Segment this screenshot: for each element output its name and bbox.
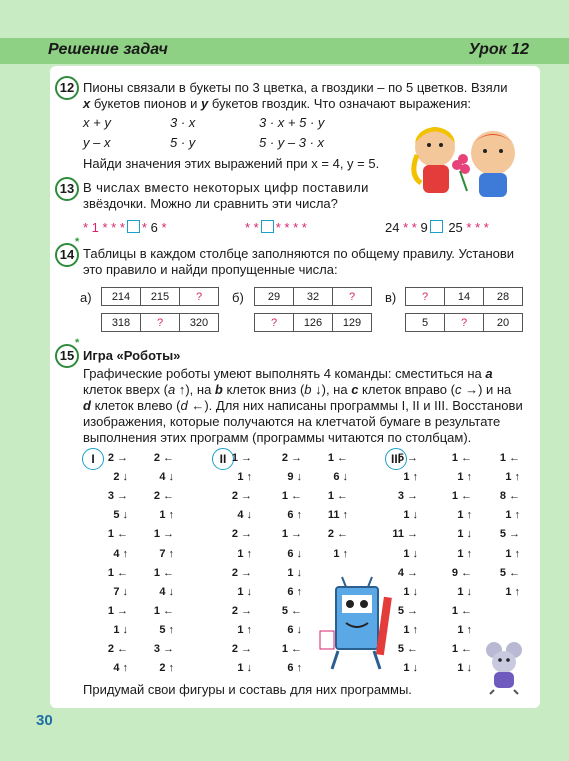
program-command: 1 ↑ — [237, 623, 252, 636]
task14-line2: это правило и найди пропущенные числа: — [83, 262, 338, 277]
table-v-top: ? 14 28 — [405, 287, 523, 306]
program-command: 1 ← — [327, 452, 348, 464]
task15-line2: клеток вверх (a ↑), на b клеток вниз (b ↓), на c клеток вправо (c →) и на — [83, 382, 512, 397]
expr-2-1: y – x — [83, 135, 111, 150]
program-command: 6 ↑ — [287, 585, 302, 598]
program-command: 1 ↓ — [457, 662, 472, 675]
program-command: 9 ← — [451, 566, 472, 579]
program-command: 1 ↑ — [505, 471, 520, 484]
program-command: 5 → — [397, 604, 418, 617]
program-command: 2 → — [107, 452, 128, 464]
program-command: 9 ↓ — [287, 471, 302, 484]
comparison-3: 24 * * 9 25 * * * — [385, 220, 489, 235]
program-command: 2 ← — [327, 528, 348, 541]
program-command: 1 ← — [107, 566, 128, 579]
task15-line1: Графические роботы умеют выполнять 4 команды: сместиться на a — [83, 366, 493, 381]
program-command: 4 ↑ — [113, 662, 128, 675]
program-command: 1 ← — [107, 528, 128, 541]
program-command: 7 ↓ — [113, 585, 128, 598]
program-command: 1 ↓ — [237, 662, 252, 675]
mouse-illustration — [480, 640, 528, 695]
compare-box[interactable] — [127, 220, 140, 233]
program-command: 1 ↑ — [403, 623, 418, 636]
program-command: 8 ← — [499, 490, 520, 503]
program-command: 2 ← — [153, 452, 174, 464]
program-command: 1 ← — [451, 452, 472, 464]
compare-box[interactable] — [261, 220, 274, 233]
compare-box[interactable] — [430, 220, 443, 233]
task13-line2: звёздочки. Можно ли сравнить эти числа? — [83, 196, 338, 211]
program-command: 1 ↓ — [403, 509, 418, 522]
program-command: 11 → — [392, 528, 418, 541]
table-b-top: 29 32 ? — [254, 287, 372, 306]
section-title: Решение задач — [48, 41, 168, 58]
table-a-bottom: 318 ? 320 — [101, 313, 219, 332]
program-command: 5 ↑ — [159, 623, 174, 636]
program-command: 5 ← — [397, 643, 418, 655]
expr-1-3: 3 · x + 5 · y — [259, 115, 325, 130]
program-command: 1 → — [107, 604, 128, 617]
expr-2-2: 5 · y — [170, 135, 196, 150]
program-command: 1 → — [153, 528, 174, 541]
program-command: 2 → — [231, 643, 252, 655]
program-command: 2 ↓ — [113, 471, 128, 484]
program-command: 2 → — [281, 452, 302, 464]
label-a: а) — [80, 290, 92, 305]
task12-line1: Пионы связали в букеты по 3 цветка, а гвоздики – по 5 цветков. Взяли — [83, 80, 508, 95]
expr-1-2: 3 · x — [170, 115, 196, 130]
difficulty-star: * — [75, 337, 80, 349]
program-command: 3 → — [153, 643, 174, 655]
program-command: 1 ↓ — [457, 528, 472, 541]
robot-illustration — [318, 575, 403, 675]
program-command: 1 ← — [451, 604, 472, 617]
task15-title: Игра «Роботы» — [83, 348, 181, 363]
program-command: 1 ↑ — [505, 585, 520, 598]
program-command: 2 ← — [153, 490, 174, 503]
program-command: 1 ← — [281, 643, 302, 655]
program-III-badge: III — [385, 448, 407, 470]
table-a-top: 214 215 ? — [101, 287, 219, 306]
program-command: 1 ← — [281, 490, 302, 503]
program-command: 1 ↓ — [403, 662, 418, 675]
task12-line2: x букетов пионов и y букетов гвоздик. Что означают выражения: — [83, 96, 471, 111]
program-command: 5 ← — [499, 566, 520, 579]
program-command: 4 → — [397, 566, 418, 579]
program-command: 4 ↓ — [159, 585, 174, 598]
program-command: 1 ↑ — [505, 547, 520, 560]
page-header — [0, 38, 569, 64]
program-command: 2 → — [231, 490, 252, 503]
task15-line4: изображения, которые получаются на клетчатой бумаге в результате — [83, 414, 501, 429]
program-command: 1 ↓ — [287, 566, 302, 579]
task15-line5: выполнения этих программ (программы читаются по столбцам). — [83, 430, 472, 445]
program-command: 2 → — [231, 566, 252, 579]
program-command: 7 ↑ — [159, 547, 174, 560]
program-command: 4 ↓ — [159, 471, 174, 484]
table-b-bottom: ? 126 129 — [254, 313, 372, 332]
difficulty-star: * — [75, 236, 80, 248]
task-number-12: 12 — [55, 76, 79, 100]
task-number-15: 15 — [55, 344, 79, 368]
expr-1-1: x + y — [83, 115, 111, 130]
program-command: 5 → — [397, 452, 418, 464]
program-command: 1 → — [281, 528, 302, 541]
program-command: 2 ← — [107, 643, 128, 655]
label-b: б) — [232, 290, 244, 305]
expr-2-3: 5 · y – 3 · x — [259, 135, 325, 150]
program-command: 1 ↓ — [457, 585, 472, 598]
program-command: 1 ← — [451, 643, 472, 655]
program-command: 2 ↑ — [159, 662, 174, 675]
program-command: 1 ← — [451, 490, 472, 503]
program-command: 5 ← — [281, 604, 302, 617]
program-command: 4 ↓ — [237, 509, 252, 522]
program-command: 5 → — [499, 528, 520, 541]
program-command: 6 ↑ — [287, 509, 302, 522]
program-command: 6 ↑ — [287, 662, 302, 675]
program-command: 1 ↑ — [237, 547, 252, 560]
program-command: 1 ← — [153, 566, 174, 579]
program-command: 1 ↑ — [457, 547, 472, 560]
program-command: 1 ↓ — [237, 585, 252, 598]
task-number-14: 14 — [55, 243, 79, 267]
program-command: 6 ↓ — [333, 471, 348, 484]
program-command: 3 → — [397, 490, 418, 503]
program-command: 1 ↑ — [159, 509, 174, 522]
program-command: 1 → — [231, 452, 252, 464]
task13-line1: В числах вместо некоторых цифр поставили — [83, 180, 369, 195]
program-command: 1 ↑ — [457, 471, 472, 484]
program-command: 5 ↓ — [113, 509, 128, 522]
program-command: 1 ↑ — [505, 509, 520, 522]
children-illustration — [405, 115, 530, 200]
task14-line1: Таблицы в каждом столбце заполняются по общему правилу. Установи — [83, 246, 515, 261]
task12-question: Найди значения этих выражений при x = 4, y = 5. — [83, 156, 380, 171]
task15-line3: d клеток влево (d ←). Для них написаны программы I, II и III. Восстанови — [83, 398, 523, 413]
program-command: 1 ← — [153, 604, 174, 617]
program-command: 2 → — [231, 528, 252, 541]
lesson-title: Урок 12 — [468, 41, 529, 58]
task-number-13: 13 — [55, 177, 79, 201]
comparison-2: * * * * * * — [245, 220, 307, 235]
comparison-1: * 1 * * * * 6 * — [83, 220, 167, 235]
table-v-bottom: 5 ? 20 — [405, 313, 523, 332]
program-command: 6 ↓ — [287, 623, 302, 636]
label-v: в) — [385, 290, 397, 305]
program-II-badge: II — [212, 448, 234, 470]
program-command: 1 ↑ — [457, 623, 472, 636]
program-command: 1 ↑ — [403, 471, 418, 484]
program-command: 11 ↑ — [327, 509, 348, 522]
program-command: 2 → — [231, 604, 252, 617]
program-command: 4 ↑ — [113, 547, 128, 560]
program-command: 6 ↓ — [287, 547, 302, 560]
program-command: 1 ↑ — [237, 471, 252, 484]
program-command: 1 ← — [499, 452, 520, 464]
program-command: 1 ↓ — [403, 585, 418, 598]
program-command: 1 ← — [327, 490, 348, 503]
program-command: 1 ↓ — [403, 547, 418, 560]
program-command: 3 → — [107, 490, 128, 503]
task15-footer: Придумай свои фигуры и составь для них программы. — [83, 682, 412, 697]
program-command: 1 ↓ — [113, 623, 128, 636]
page-number: 30 — [36, 712, 53, 729]
program-command: 1 ↑ — [457, 509, 472, 522]
program-command: 1 ↑ — [333, 547, 348, 560]
program-I-badge: I — [82, 448, 104, 470]
